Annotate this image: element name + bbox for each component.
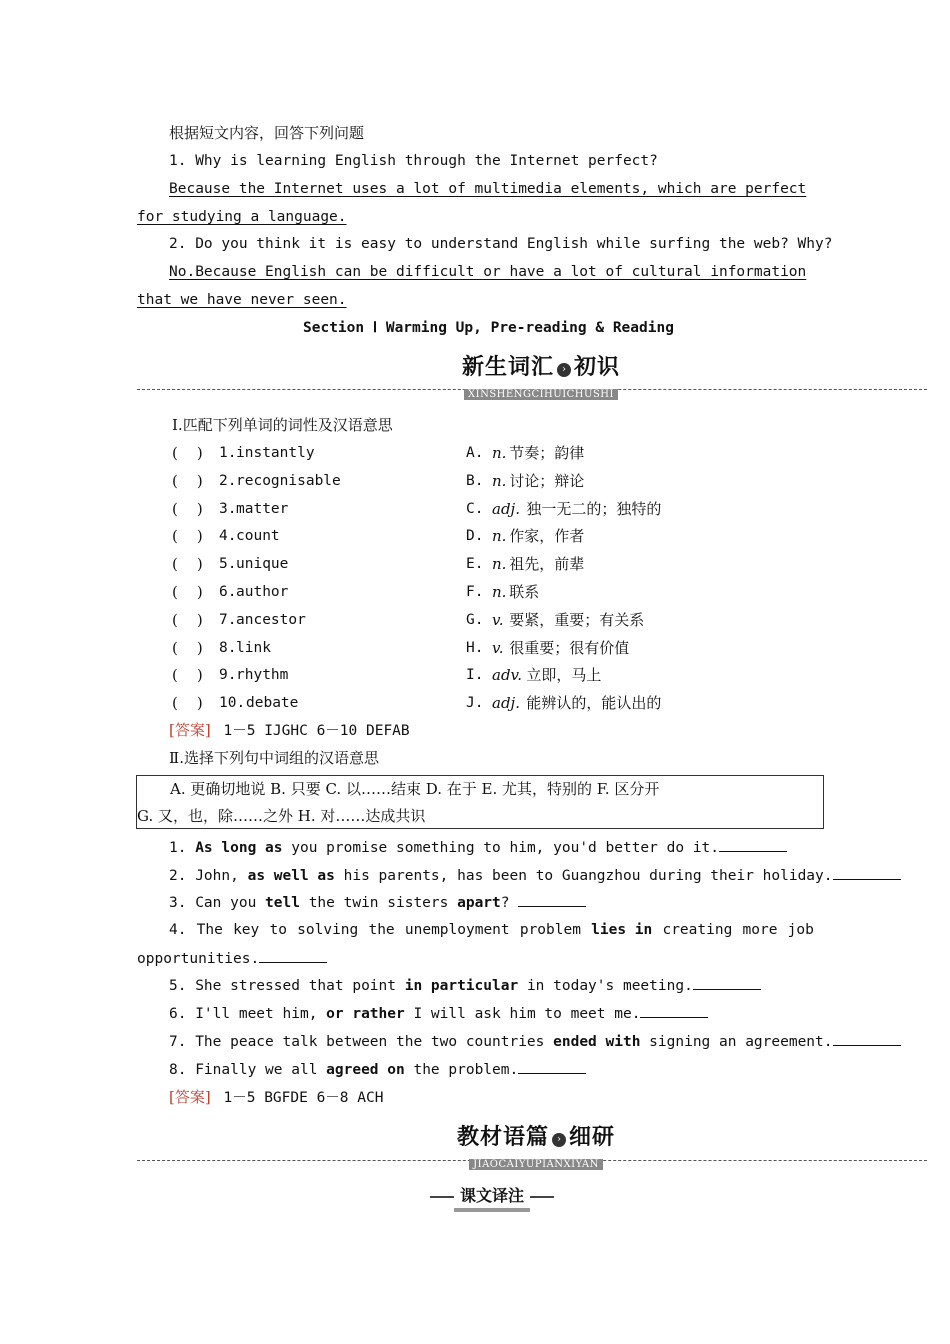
part-of-speech: n. [492,583,507,601]
phrase: apart [457,895,501,911]
sentence-word: The [196,922,223,938]
sentence-text: Can you [195,895,266,911]
sentence-text: I'll meet him, [195,1006,327,1022]
part-of-speech: v. [492,638,504,657]
sentence-number: 5. [169,978,187,994]
banner-title-b: 细研 [569,1125,616,1150]
section-title: Section Ⅰ Warming Up, Pre-reading & Reading [303,320,674,336]
word: link [236,639,271,656]
word: count [236,528,280,545]
word: ancestor [236,611,306,628]
answer-paren[interactable]: ( ) [172,444,203,462]
sentence-text: his parents, has been to Guangzhou during their holiday. [334,868,833,884]
answer-blank[interactable] [719,837,787,852]
meaning: 节奏；韵律 [509,444,585,462]
meaning: 独一无二的；独特的 [526,499,662,518]
banner-title-a: 教材语篇 [456,1125,549,1150]
answer-tag: [答案] [169,1088,211,1106]
banner-title-b: 初识 [574,355,621,380]
answer-text: 1－5 BGFDE 6－8 ACH [223,1090,384,1106]
sentence-word: job [787,922,814,938]
sentence-word: unemployment [404,922,510,938]
banner-pinyin: JIAOCAIYUPIANXIYAN [469,1159,603,1170]
word-number: 3. [219,500,237,517]
option-letter: E. [466,556,484,573]
answer-paren[interactable]: ( ) [172,499,203,518]
sentence-4-line1 [169,920,814,940]
answer-paren[interactable]: ( ) [172,527,203,546]
options-box [136,775,824,829]
answer-blank[interactable] [833,1031,901,1046]
sentence-word: to [269,922,287,938]
option-letter: G. [466,611,484,628]
sentence-text: the twin sisters [299,895,458,911]
sentence-word: problem [519,922,581,938]
word-number: 10. [219,695,246,712]
banner-new-vocabulary [426,354,656,401]
option-letter: B. [466,472,484,489]
phrase: tell [265,895,300,911]
answer-paren[interactable]: ( ) [172,583,203,601]
word-number: 7. [219,611,237,628]
banner-textbook-study [421,1124,651,1171]
part-of-speech: v. [492,610,504,629]
word: recognisable [236,472,341,489]
banner-title-a: 新生词汇 [461,355,554,380]
sentence-number: 8. [169,1062,187,1078]
sentence [169,1031,901,1052]
part1-heading: Ⅰ.匹配下列单词的词性及汉语意思 [172,416,393,434]
answer-paren[interactable]: ( ) [172,666,203,685]
answer-1-line1: Because the Internet uses a lot of multimedia elements, which are perfect [169,181,807,197]
option-letter: H. [466,639,484,656]
sentence-text: the problem. [404,1062,519,1078]
meaning: 要紧，重要；有关系 [509,610,645,629]
sentence-end: ? [500,895,510,911]
sentence-word: the [368,922,395,938]
answer-blank[interactable] [693,975,761,990]
answer-blank[interactable] [518,892,586,907]
answer-2-line2: that we have never seen. [137,292,347,308]
option-letter: A. [466,445,484,461]
word-number: 6. [219,584,237,600]
sentence-4-end: opportunities. [137,951,260,967]
word: unique [236,556,289,573]
word: instantly [236,445,315,461]
part-of-speech: n. [492,471,507,490]
word: matter [236,500,289,517]
question-2: 2. Do you think it is easy to understand English while surfing the web? Why? [169,236,833,252]
phrase: lies in [591,922,653,938]
answer-blank[interactable] [518,1059,586,1074]
phrase: in particular [404,978,519,994]
answer-2-line1: No.Because English can be difficult or have a lot of cultural information [169,264,807,280]
sentence-text: you promise something to him, you'd better do it. [282,840,720,856]
word-number: 5. [219,556,237,573]
part2-answer [169,1087,383,1108]
word-number: 2. [219,472,237,489]
sentence [169,1003,708,1024]
word-number: 1. [219,445,237,461]
answer-text: 1－5 IJGHC 6－10 DEFAB [223,723,410,739]
sentence-text: She stressed that point [195,978,405,994]
option-letter: F. [466,584,484,600]
option-letter: D. [466,528,484,545]
sentence-word: 4. [169,922,187,938]
meaning: 作家，作者 [509,527,585,546]
phrase: or rather [326,1006,405,1022]
sentence-word: creating [662,922,733,938]
options-line1: A. 更确切地说 B. 只要 C. 以……结束 D. 在于 E. 尤其，特别的 F. 区分开 [170,780,660,798]
answer-paren[interactable]: ( ) [172,638,203,657]
phrase: agreed on [326,1062,405,1078]
part1-answer [169,720,410,741]
answer-blank[interactable] [833,865,901,880]
sentence-number: 2. [169,868,187,884]
sentence-text: signing an agreement. [640,1034,833,1050]
answer-paren[interactable]: ( ) [172,555,203,574]
option-letter: J. [466,695,484,712]
word: debate [246,695,299,712]
sentence-text: Finally we all [195,1062,327,1078]
phrase: as well as [247,868,335,884]
part-of-speech: adj. [492,499,520,518]
sentence-text: I will ask him to meet me. [404,1006,641,1022]
chevron-right-icon: › [552,1133,566,1147]
sentence [169,892,586,913]
sentence-number: 6. [169,1006,187,1022]
sentence [169,865,901,886]
phrase: ended with [553,1034,641,1050]
meaning: 立即，马上 [526,666,602,685]
sentence [169,837,787,858]
sentence [169,975,761,996]
meaning: 很重要；很有价值 [509,638,630,657]
sub-banner-title: 课文译注 [454,1186,530,1212]
sentence [169,1059,586,1080]
option-letter: I. [466,667,484,684]
answer-blank[interactable] [640,1003,708,1018]
answer-1-line2: for studying a language. [137,209,347,225]
sentence-text: in today's meeting. [518,978,693,994]
part2-heading: Ⅱ.选择下列句中词组的汉语意思 [169,749,379,767]
answer-blank[interactable] [259,948,327,963]
sentence-text: John, [195,868,248,884]
sentence-word: more [742,922,778,938]
answer-paren[interactable]: ( ) [172,610,203,629]
instruction: 根据短文内容，回答下列问题 [169,124,365,142]
word-number: 4. [219,528,237,545]
sentence-number: 7. [169,1034,187,1050]
chevron-right-icon: › [557,363,571,377]
part-of-speech: n. [492,444,507,462]
sentence-text: The peace talk between the two countries [195,1034,554,1050]
sub-banner [430,1186,554,1208]
question-1: 1. Why is learning English through the Internet perfect? [169,153,658,169]
meaning: 能辨认的，能认出的 [526,694,662,713]
options-line2: G. 又，也，除……之外 H. 对……达成共识 [137,807,426,825]
part-of-speech: n. [492,555,507,574]
meaning: 讨论；辩论 [509,471,585,490]
banner-pinyin: XINSHENGCIHUICHUSHI [464,389,618,400]
word: rhythm [236,667,289,684]
answer-tag: [答案] [169,721,211,739]
sentence-4-line2 [137,948,327,969]
word-number: 8. [219,639,237,656]
sentence-number: 1. [169,840,187,856]
phrase: As long as [195,840,283,856]
sentence-word: key [233,922,260,938]
part-of-speech: adv. [492,666,523,685]
answer-paren[interactable]: ( ) [172,471,203,490]
part-of-speech: adj. [492,694,520,713]
part-of-speech: n. [492,527,507,546]
sentence-word: solving [297,922,359,938]
meaning: 联系 [509,583,540,601]
sentence-number: 3. [169,895,187,911]
option-letter: C. [466,500,484,517]
word-number: 9. [219,667,237,684]
meaning: 祖先，前辈 [509,555,585,574]
word: author [236,584,289,600]
answer-paren[interactable]: ( ) [172,694,203,713]
